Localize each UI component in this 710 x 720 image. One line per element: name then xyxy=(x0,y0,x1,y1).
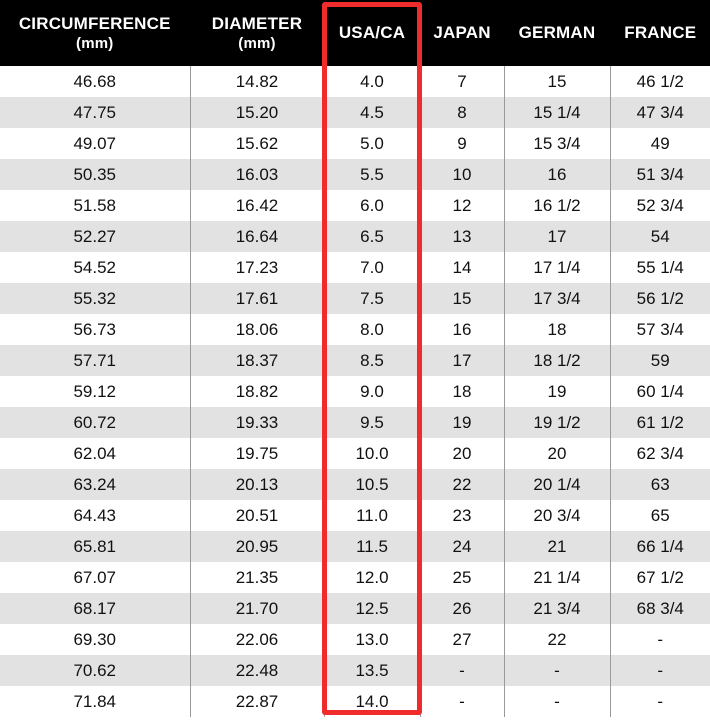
table-row xyxy=(0,221,710,252)
cell-japan: 15 xyxy=(420,283,504,314)
cell-diameter: 17.23 xyxy=(190,252,324,283)
table-row xyxy=(0,128,710,159)
cell-german: 18 xyxy=(504,314,610,345)
cell-german: - xyxy=(504,686,610,717)
cell-france: 52 3/4 xyxy=(610,190,710,221)
cell-german: 21 1/4 xyxy=(504,562,610,593)
cell-usa-ca: 13.5 xyxy=(324,655,420,686)
cell-german: 20 1/4 xyxy=(504,469,610,500)
cell-france: 66 1/4 xyxy=(610,531,710,562)
cell-france: - xyxy=(610,624,710,655)
cell-france: 62 3/4 xyxy=(610,438,710,469)
table-row xyxy=(0,500,710,531)
column-header-circumference-label: CIRCUMFERENCE xyxy=(18,14,171,33)
cell-france: 56 1/2 xyxy=(610,283,710,314)
cell-france: - xyxy=(610,686,710,717)
cell-usa-ca: 5.5 xyxy=(324,159,420,190)
cell-german: 17 xyxy=(504,221,610,252)
table-row xyxy=(0,438,710,469)
cell-diameter: 15.20 xyxy=(190,97,324,128)
column-header-german xyxy=(504,0,610,66)
header-row xyxy=(0,0,710,66)
cell-france: 46 1/2 xyxy=(610,66,710,97)
cell-usa-ca: 8.0 xyxy=(324,314,420,345)
cell-france: - xyxy=(610,655,710,686)
cell-circumference: 70.62 xyxy=(0,655,190,686)
cell-circumference: 49.07 xyxy=(0,128,190,159)
cell-usa-ca: 8.5 xyxy=(324,345,420,376)
table-row xyxy=(0,283,710,314)
table-row xyxy=(0,190,710,221)
cell-japan: 9 xyxy=(420,128,504,159)
column-header-france xyxy=(610,0,710,66)
cell-circumference: 55.32 xyxy=(0,283,190,314)
cell-japan: 8 xyxy=(420,97,504,128)
cell-german: 15 3/4 xyxy=(504,128,610,159)
cell-usa-ca: 10.5 xyxy=(324,469,420,500)
cell-usa-ca: 4.5 xyxy=(324,97,420,128)
column-header-diameter-label: DIAMETER xyxy=(211,14,303,33)
cell-japan: - xyxy=(420,686,504,717)
cell-german: 20 xyxy=(504,438,610,469)
cell-usa-ca: 7.5 xyxy=(324,283,420,314)
cell-diameter: 20.13 xyxy=(190,469,324,500)
cell-german: 21 3/4 xyxy=(504,593,610,624)
cell-diameter: 16.64 xyxy=(190,221,324,252)
cell-france: 68 3/4 xyxy=(610,593,710,624)
cell-circumference: 56.73 xyxy=(0,314,190,345)
cell-german: 16 xyxy=(504,159,610,190)
cell-diameter: 18.37 xyxy=(190,345,324,376)
table-row xyxy=(0,159,710,190)
cell-france: 65 xyxy=(610,500,710,531)
cell-france: 60 1/4 xyxy=(610,376,710,407)
cell-usa-ca: 6.0 xyxy=(324,190,420,221)
cell-circumference: 65.81 xyxy=(0,531,190,562)
table-row xyxy=(0,314,710,345)
table-row xyxy=(0,345,710,376)
cell-circumference: 57.71 xyxy=(0,345,190,376)
column-header-japan xyxy=(420,0,504,66)
cell-usa-ca: 7.0 xyxy=(324,252,420,283)
cell-circumference: 60.72 xyxy=(0,407,190,438)
cell-german: 22 xyxy=(504,624,610,655)
cell-diameter: 21.35 xyxy=(190,562,324,593)
cell-german: - xyxy=(504,655,610,686)
cell-japan: 17 xyxy=(420,345,504,376)
cell-usa-ca: 5.0 xyxy=(324,128,420,159)
cell-circumference: 52.27 xyxy=(0,221,190,252)
cell-france: 54 xyxy=(610,221,710,252)
cell-german: 18 1/2 xyxy=(504,345,610,376)
table-row xyxy=(0,407,710,438)
cell-diameter: 22.87 xyxy=(190,686,324,717)
cell-diameter: 19.33 xyxy=(190,407,324,438)
cell-diameter: 22.06 xyxy=(190,624,324,655)
cell-usa-ca: 9.0 xyxy=(324,376,420,407)
cell-diameter: 20.51 xyxy=(190,500,324,531)
cell-circumference: 67.07 xyxy=(0,562,190,593)
cell-circumference: 59.12 xyxy=(0,376,190,407)
cell-france: 67 1/2 xyxy=(610,562,710,593)
cell-circumference: 50.35 xyxy=(0,159,190,190)
column-header-france-label: FRANCE xyxy=(624,23,697,42)
cell-japan: 22 xyxy=(420,469,504,500)
column-header-german-label: GERMAN xyxy=(518,23,596,42)
cell-france: 49 xyxy=(610,128,710,159)
cell-circumference: 54.52 xyxy=(0,252,190,283)
cell-france: 57 3/4 xyxy=(610,314,710,345)
cell-diameter: 20.95 xyxy=(190,531,324,562)
cell-circumference: 47.75 xyxy=(0,97,190,128)
cell-diameter: 21.70 xyxy=(190,593,324,624)
cell-usa-ca: 11.5 xyxy=(324,531,420,562)
table-body xyxy=(0,66,710,717)
cell-japan: - xyxy=(420,655,504,686)
cell-usa-ca: 13.0 xyxy=(324,624,420,655)
cell-usa-ca: 14.0 xyxy=(324,686,420,717)
cell-circumference: 71.84 xyxy=(0,686,190,717)
table-row xyxy=(0,655,710,686)
cell-circumference: 64.43 xyxy=(0,500,190,531)
table-row xyxy=(0,469,710,500)
cell-diameter: 18.06 xyxy=(190,314,324,345)
cell-usa-ca: 12.0 xyxy=(324,562,420,593)
cell-diameter: 16.42 xyxy=(190,190,324,221)
cell-usa-ca: 9.5 xyxy=(324,407,420,438)
cell-japan: 24 xyxy=(420,531,504,562)
cell-diameter: 19.75 xyxy=(190,438,324,469)
cell-german: 20 3/4 xyxy=(504,500,610,531)
cell-diameter: 17.61 xyxy=(190,283,324,314)
cell-german: 17 3/4 xyxy=(504,283,610,314)
column-header-circumference xyxy=(0,0,190,66)
cell-circumference: 63.24 xyxy=(0,469,190,500)
cell-japan: 13 xyxy=(420,221,504,252)
cell-usa-ca: 4.0 xyxy=(324,66,420,97)
table-row xyxy=(0,624,710,655)
cell-france: 55 1/4 xyxy=(610,252,710,283)
table-row xyxy=(0,252,710,283)
cell-diameter: 16.03 xyxy=(190,159,324,190)
column-header-usa-ca xyxy=(324,0,420,66)
cell-usa-ca: 12.5 xyxy=(324,593,420,624)
cell-circumference: 62.04 xyxy=(0,438,190,469)
cell-france: 47 3/4 xyxy=(610,97,710,128)
table-row xyxy=(0,562,710,593)
cell-german: 15 1/4 xyxy=(504,97,610,128)
cell-german: 15 xyxy=(504,66,610,97)
cell-japan: 7 xyxy=(420,66,504,97)
cell-circumference: 46.68 xyxy=(0,66,190,97)
cell-circumference: 51.58 xyxy=(0,190,190,221)
column-header-diameter-unit: (mm) xyxy=(238,35,276,52)
cell-japan: 26 xyxy=(420,593,504,624)
cell-france: 63 xyxy=(610,469,710,500)
cell-japan: 18 xyxy=(420,376,504,407)
cell-usa-ca: 11.0 xyxy=(324,500,420,531)
cell-german: 19 1/2 xyxy=(504,407,610,438)
cell-german: 17 1/4 xyxy=(504,252,610,283)
table-row xyxy=(0,376,710,407)
table-row xyxy=(0,66,710,97)
column-header-usa-ca-label: USA/CA xyxy=(338,23,406,42)
table-row xyxy=(0,593,710,624)
cell-usa-ca: 6.5 xyxy=(324,221,420,252)
cell-japan: 23 xyxy=(420,500,504,531)
cell-diameter: 22.48 xyxy=(190,655,324,686)
cell-german: 16 1/2 xyxy=(504,190,610,221)
cell-france: 51 3/4 xyxy=(610,159,710,190)
cell-japan: 20 xyxy=(420,438,504,469)
column-header-circumference-unit: (mm) xyxy=(76,35,114,52)
cell-german: 19 xyxy=(504,376,610,407)
cell-circumference: 69.30 xyxy=(0,624,190,655)
cell-diameter: 14.82 xyxy=(190,66,324,97)
cell-usa-ca: 10.0 xyxy=(324,438,420,469)
cell-france: 59 xyxy=(610,345,710,376)
cell-japan: 10 xyxy=(420,159,504,190)
table-row xyxy=(0,97,710,128)
cell-circumference: 68.17 xyxy=(0,593,190,624)
table-header xyxy=(0,0,710,66)
cell-japan: 16 xyxy=(420,314,504,345)
column-header-japan-label: JAPAN xyxy=(433,23,491,42)
table-row xyxy=(0,686,710,717)
column-header-diameter xyxy=(190,0,324,66)
cell-japan: 19 xyxy=(420,407,504,438)
cell-japan: 12 xyxy=(420,190,504,221)
cell-german: 21 xyxy=(504,531,610,562)
cell-diameter: 15.62 xyxy=(190,128,324,159)
cell-japan: 25 xyxy=(420,562,504,593)
cell-france: 61 1/2 xyxy=(610,407,710,438)
table-row xyxy=(0,531,710,562)
cell-diameter: 18.82 xyxy=(190,376,324,407)
cell-japan: 27 xyxy=(420,624,504,655)
cell-japan: 14 xyxy=(420,252,504,283)
